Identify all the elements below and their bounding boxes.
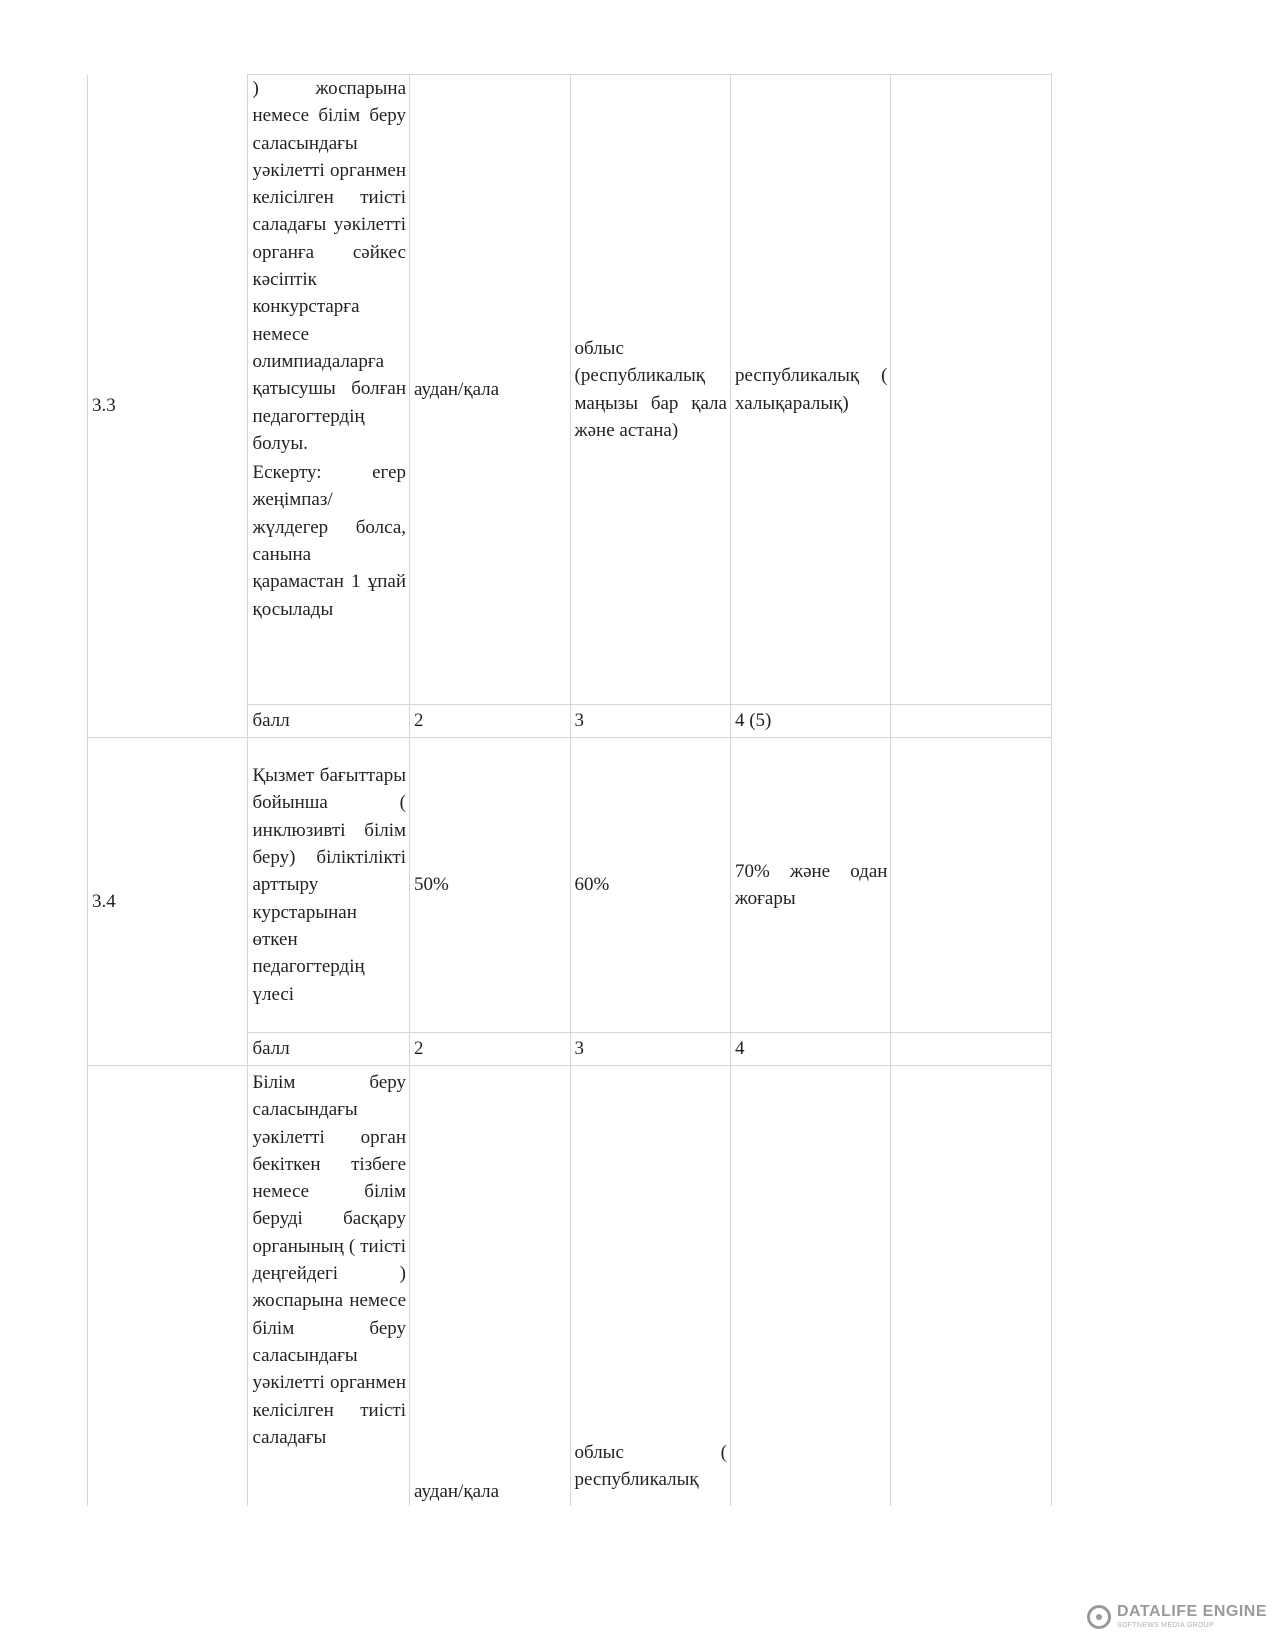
table-row-3-5: [88, 1066, 1052, 1506]
row-number: 3.4: [88, 738, 248, 1066]
watermark-subtitle: SOFTNEWS MEDIA GROUP: [1117, 1622, 1215, 1629]
score-value: 3: [570, 705, 730, 738]
empty-cell: [891, 1066, 1052, 1506]
empty-cell: [891, 75, 1052, 705]
datalife-logo-icon: [1087, 1605, 1111, 1629]
level-region-cell: облыс (республикалық маңызы бар қала және астана): [570, 75, 730, 705]
watermark-title: DATALIFE ENGINE: [1117, 1603, 1268, 1620]
score-label: балл: [248, 705, 410, 738]
level-district-cell: аудан/қала: [410, 75, 570, 705]
score-value: 4: [730, 1033, 890, 1066]
table-row-3-3: [88, 75, 1052, 705]
empty-cell: [891, 738, 1052, 1033]
percentage-cell: 50%: [410, 738, 570, 1033]
criterion-description: Қызмет бағыттары бойынша ( инклюзивті білім беру) біліктілікті арттыру курстарынан өткен педагогтердің үлесі: [248, 738, 410, 1033]
criteria-table: [87, 74, 1052, 1506]
level-republic-cell: республикалық ( халықаралық): [730, 75, 890, 705]
empty-cell: [730, 1066, 890, 1506]
score-label: балл: [248, 1033, 410, 1066]
empty-cell: [891, 1033, 1052, 1066]
score-value: 3: [570, 1033, 730, 1066]
description-paragraph: ) жоспарына немесе білім беру саласындағы уәкілетті органмен келісілген тиісті саладағы уәкілетті органға сәйкес кәсіптік конкурстарға немесе олимпиадаларға қатысушы болған педагогтердің болуы.: [252, 78, 407, 454]
percentage-cell: 70% және одан жоғары: [730, 738, 890, 1033]
empty-cell: [891, 705, 1052, 738]
level-district-cell: аудан/қала: [410, 1066, 570, 1506]
score-value: 2: [410, 1033, 570, 1066]
description-note: Ескерту: егер жеңімпаз/ жүлдегер болса, санына қарамастан 1 ұпай қосылады: [252, 462, 407, 620]
row-number: 3.3: [88, 75, 248, 738]
level-region-cell: облыс ( республикалық: [570, 1066, 730, 1506]
percentage-cell: 60%: [570, 738, 730, 1033]
criterion-description: Білім беру саласындағы уәкілетті орган бекіткен тізбеге немесе білім беруді басқару органының ( тиісті деңгейдегі ) жоспарына немесе білім беру саласындағы уәкілетті органмен келісілген тиісті саладағы: [248, 1066, 410, 1506]
score-value: 4 (5): [730, 705, 890, 738]
table-row-3-4: [88, 738, 1052, 1033]
score-value: 2: [410, 705, 570, 738]
datalife-engine-watermark: [1087, 1604, 1267, 1629]
row-number: [88, 1066, 248, 1506]
criterion-description: [248, 75, 410, 705]
